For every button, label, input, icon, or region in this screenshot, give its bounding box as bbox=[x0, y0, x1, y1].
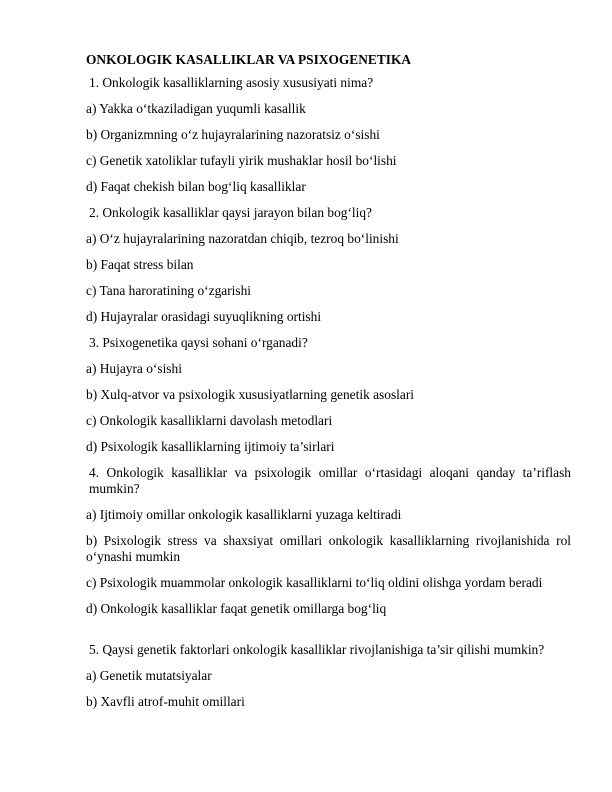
question-3-option-d: d) Psixologik kasalliklarning ijtimoiy ta’sirlari bbox=[86, 439, 335, 454]
question-2-option-b: b) Faqat stress bilan bbox=[86, 257, 194, 272]
blank-line bbox=[86, 627, 571, 642]
question-3-option-a: a) Hujayra o‘sishi bbox=[86, 361, 182, 376]
question-4-option-c: c) Psixologik muammolar onkologik kasalliklarni to‘liq oldini olishga yordam beradi bbox=[86, 575, 543, 590]
question-3: 3. Psixogenetika qaysi sohani o‘rganadi? bbox=[89, 335, 308, 350]
document-page bbox=[86, 52, 571, 720]
question-5: 5. Qaysi genetik faktorlari onkologik kasalliklar rivojlanishiga ta’sir qilishi mumkin? bbox=[89, 642, 545, 657]
question-5-option-b: b) Xavfli atrof-muhit omillari bbox=[86, 694, 245, 709]
question-1-option-a: a) Yakka o‘tkaziladigan yuqumli kasallik bbox=[86, 101, 306, 116]
question-4: 4. Onkologik kasalliklar va psixologik omillar o‘rtasidagi aloqani qanday ta’riflash mumkin? bbox=[89, 465, 571, 496]
question-2: 2. Onkologik kasalliklar qaysi jarayon bilan bog‘liq? bbox=[89, 205, 373, 220]
question-2-option-d: d) Hujayralar orasidagi suyuqlikning ortishi bbox=[86, 309, 322, 324]
question-3-option-c: c) Onkologik kasalliklarni davolash metodlari bbox=[86, 413, 333, 428]
question-2-option-c: c) Tana haroratining o‘zgarishi bbox=[86, 283, 252, 298]
question-1-option-d: d) Faqat chekish bilan bog‘liq kasalliklar bbox=[86, 179, 306, 194]
question-2-option-a: a) O‘z hujayralarining nazoratdan chiqib, tezroq bo‘linishi bbox=[86, 231, 399, 246]
question-4-option-d: d) Onkologik kasalliklar faqat genetik omillarga bog‘liq bbox=[86, 601, 387, 616]
question-4-option-a: a) Ijtimoiy omillar onkologik kasalliklarni yuzaga keltiradi bbox=[86, 507, 402, 522]
question-1-option-c: c) Genetik xatoliklar tufayli yirik mushaklar hosil bo‘lishi bbox=[86, 153, 397, 168]
question-3-option-b: b) Xulq-atvor va psixologik xususiyatlarning genetik asoslari bbox=[86, 387, 415, 402]
question-1: 1. Onkologik kasalliklarning asosiy xususiyati nima? bbox=[89, 75, 374, 90]
document-title: ONKOLOGIK KASALLIKLAR VA PSIXOGENETIKA bbox=[86, 52, 412, 67]
question-4-option-b: b) Psixologik stress va shaxsiyat omillari onkologik kasalliklarning rivojlanishida rol o‘ynashi mumkin bbox=[86, 533, 571, 564]
question-5-option-a: a) Genetik mutatsiyalar bbox=[86, 668, 212, 683]
question-1-option-b: b) Organizmning o‘z hujayralarining nazoratsiz o‘sishi bbox=[86, 127, 380, 142]
